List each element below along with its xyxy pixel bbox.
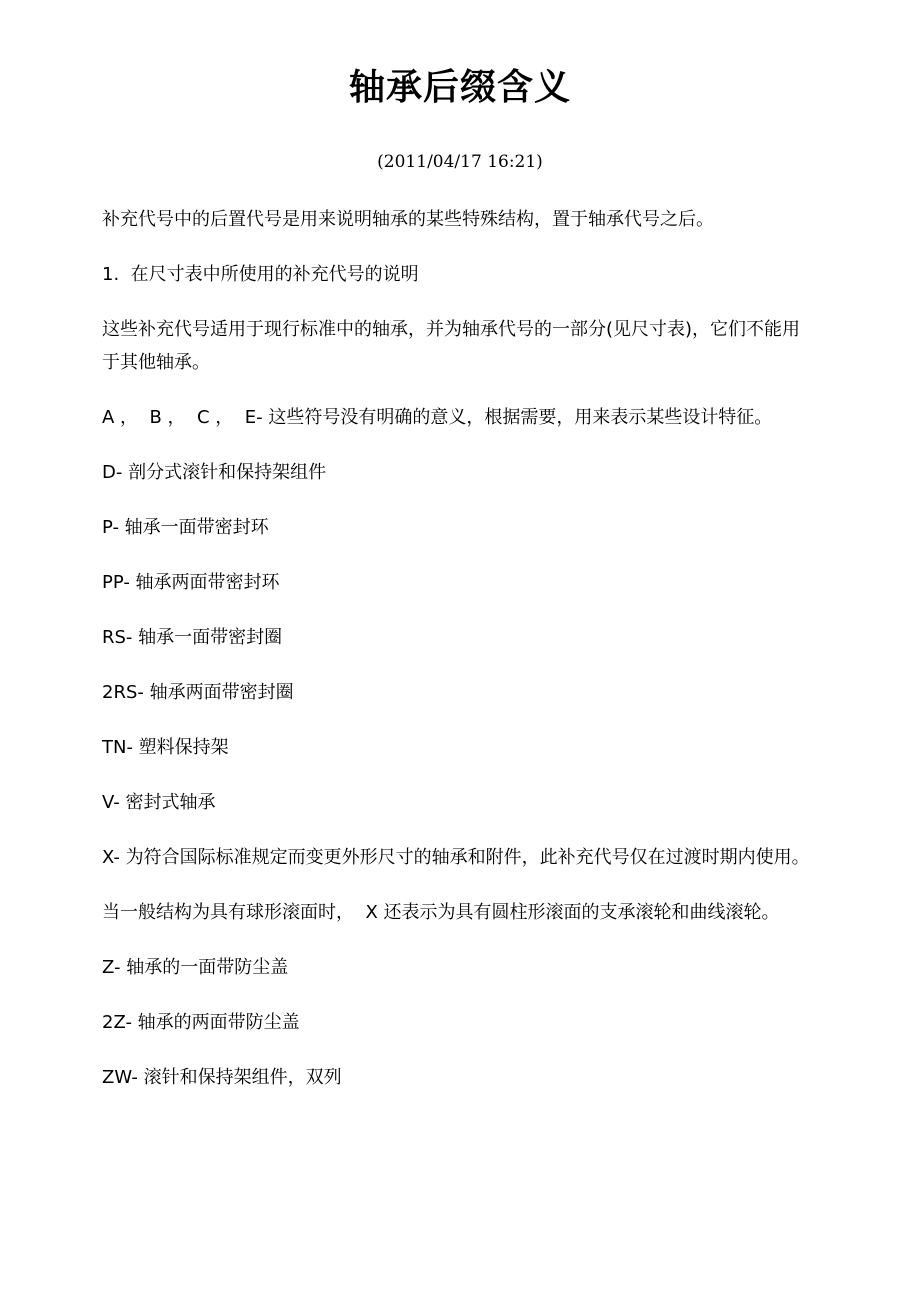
suffix-x-note: 当一般结构为具有球形滚面时， X 还表示为具有圆柱形滚面的支承滚轮和曲线滚轮。 bbox=[102, 902, 780, 923]
suffix-2rs: 2RS- 轴承两面带密封圈 bbox=[102, 682, 294, 703]
document-date: (2011/04/17 16:21) bbox=[377, 152, 543, 172]
suffix-rs: RS- 轴承一面带密封圈 bbox=[102, 627, 283, 648]
document-title: 轴承后缀含义 bbox=[348, 67, 571, 108]
suffix-pp: PP- 轴承两面带密封环 bbox=[102, 572, 280, 593]
suffix-z: Z- 轴承的一面带防尘盖 bbox=[102, 957, 289, 978]
suffix-p: P- 轴承一面带密封环 bbox=[102, 517, 269, 538]
paragraph-description: 这些补充代号适用于现行标准中的轴承，并为轴承代号的一部分(见尺寸表)，它们不能用于其他轴承。 bbox=[102, 319, 801, 373]
suffix-x: X- 为符合国际标准规定而变更外形尺寸的轴承和附件，此补充代号仅在过渡时期内使用。 bbox=[102, 847, 810, 868]
document-body bbox=[102, 203, 812, 1116]
suffix-abce: A ， B ， C ， E- 这些符号没有明确的意义，根据需要，用来表示某些设计特征。 bbox=[102, 407, 773, 428]
suffix-d: D- 剖分式滚针和保持架组件 bbox=[102, 462, 327, 483]
suffix-2z: 2Z- 轴承的两面带防尘盖 bbox=[102, 1012, 300, 1033]
suffix-zw: ZW- 滚针和保持架组件，双列 bbox=[102, 1067, 342, 1088]
suffix-v: V- 密封式轴承 bbox=[102, 792, 216, 813]
paragraph-intro: 补充代号中的后置代号是用来说明轴承的某些特殊结构，置于轴承代号之后。 bbox=[102, 209, 714, 230]
suffix-tn: TN- 塑料保持架 bbox=[102, 737, 229, 758]
section-heading: 1. 在尺寸表中所使用的补充代号的说明 bbox=[102, 264, 419, 285]
